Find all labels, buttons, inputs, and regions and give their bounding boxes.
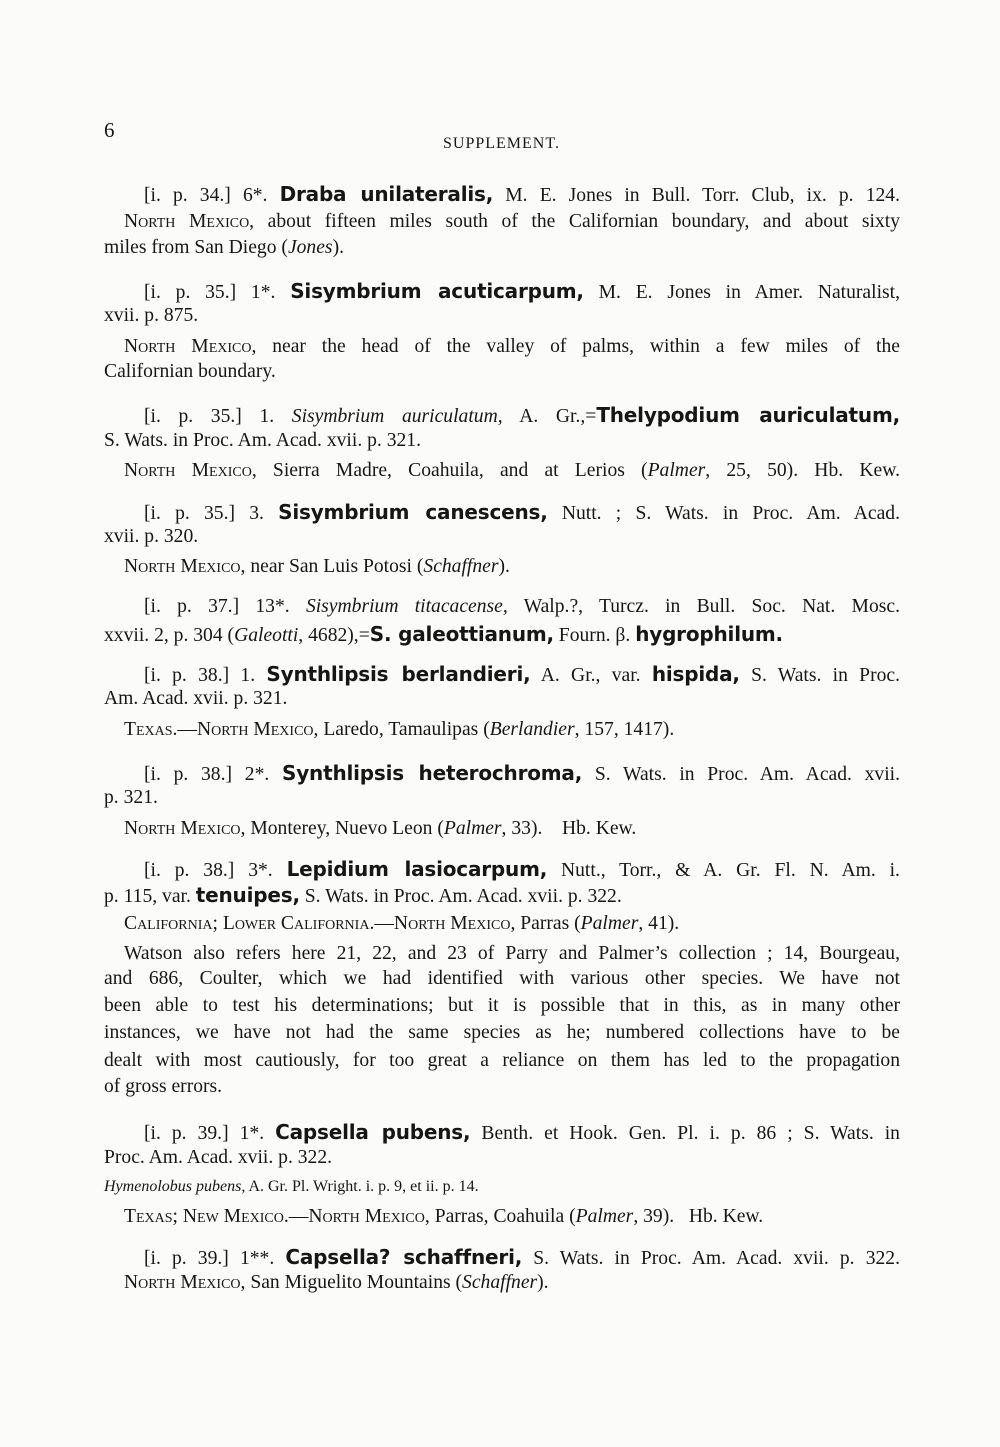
species-name: Sisymbrium canescens, bbox=[278, 500, 548, 524]
entry-auriculatum-line2: S. Wats. in Proc. Am. Acad. xvii. p. 321. bbox=[104, 430, 422, 451]
entry-acuticarpum-line4: Californian boundary. bbox=[104, 361, 276, 382]
variety-name: tenuipes, bbox=[195, 883, 300, 907]
species-name: Thelypodium auriculatum, bbox=[596, 403, 900, 427]
entry-galeottianum-line2: xxvii. 2, p. 304 (Galeotti, 4682),=S. galeottianum, Fourn. β. hygrophilum. bbox=[104, 622, 783, 646]
entry-draba-line1: [i. p. 34.] 6*. Draba unilateralis, M. E. Jones in Bull. Torr. Club, ix. p. 124. bbox=[144, 182, 900, 206]
entry-berlandieri-line1: [i. p. 38.] 1. Synthlipsis berlandieri, A. Gr., var. hispida, S. Wats. in Proc. bbox=[144, 662, 900, 686]
note-line: been able to test his determinations; but it is possible that in this, as in many other bbox=[104, 995, 900, 1016]
entry-schaffneri-line2: North Mexico, San Miguelito Mountains (Schaffner). bbox=[124, 1272, 549, 1293]
entry-pubens-synonym: Hymenolobus pubens, A. Gr. Pl. Wright. i. p. 9, et ii. p. 14. bbox=[104, 1178, 479, 1195]
entry-berlandieri-line2: Am. Acad. xvii. p. 321. bbox=[104, 688, 288, 709]
entry-draba-line3: miles from San Diego (Jones). bbox=[104, 237, 344, 258]
entry-galeottianum-line1: [i. p. 37.] 13*. Sisymbrium titacacense, Walp.?, Turcz. in Bull. Soc. Nat. Mosc. bbox=[144, 596, 900, 617]
entry-acuticarpum-line2: xvii. p. 875. bbox=[104, 305, 199, 326]
entry-lasiocarpum-line2: p. 115, var. tenuipes, S. Wats. in Proc. Am. Acad. xvii. p. 322. bbox=[104, 883, 622, 907]
entry-pubens-line2: Proc. Am. Acad. xvii. p. 322. bbox=[104, 1147, 333, 1168]
note-line: instances, we have not had the same species as he; numbered collections have to be bbox=[104, 1022, 900, 1043]
entry-berlandieri-line3: Texas.—North Mexico, Laredo, Tamaulipas (Berlandier, 157, 1417). bbox=[124, 719, 675, 740]
entry-acuticarpum-line3: North Mexico, near the head of the valley of palms, within a few miles of the bbox=[124, 336, 900, 357]
entry-pubens-line4: Texas; New Mexico.—North Mexico, Parras, Coahuila (Palmer, 39). Hb. Kew. bbox=[124, 1206, 764, 1227]
note-line: and 686, Coulter, which we had identified with various other species. We have not bbox=[104, 968, 900, 989]
entry-schaffneri-line1: [i. p. 39.] 1**. Capsella? schaffneri, S. Wats. in Proc. Am. Acad. xvii. p. 322. bbox=[144, 1245, 900, 1269]
species-name: Lepidium lasiocarpum, bbox=[286, 857, 548, 881]
species-name: Draba unilateralis, bbox=[279, 182, 494, 206]
entry-acuticarpum-line1: [i. p. 35.] 1*. Sisymbrium acuticarpum, M. E. Jones in Amer. Naturalist, bbox=[144, 279, 900, 303]
entry-heterochroma-line3: North Mexico, Monterey, Nuevo Leon (Palmer, 33). Hb. Kew. bbox=[124, 818, 637, 839]
entry-auriculatum-line3: North Mexico, Sierra Madre, Coahuila, and at Lerios (Palmer, 25, 50). Hb. Kew. bbox=[124, 460, 900, 481]
species-name: Synthlipsis heterochroma, bbox=[282, 761, 583, 785]
note-line: dealt with most cautiously, for too great a reliance on them has led to the propagation bbox=[104, 1050, 900, 1071]
entry-heterochroma-line1: [i. p. 38.] 2*. Synthlipsis heterochroma, S. Wats. in Proc. Am. Acad. xvii. bbox=[144, 761, 901, 785]
entry-lasiocarpum-line1: [i. p. 38.] 3*. Lepidium lasiocarpum, Nutt., Torr., & A. Gr. Fl. N. Am. i. bbox=[144, 857, 900, 881]
page-number: 6 bbox=[104, 118, 115, 142]
entry-canescens-line2: xvii. p. 320. bbox=[104, 526, 199, 547]
species-name: S. galeottianum, bbox=[369, 622, 554, 646]
species-name: Capsella? schaffneri, bbox=[285, 1245, 523, 1269]
note-line: of gross errors. bbox=[104, 1076, 223, 1097]
variety-name: hygrophilum. bbox=[635, 622, 783, 646]
entry-canescens-line3: North Mexico, near San Luis Potosi (Schaffner). bbox=[124, 556, 510, 577]
entry-canescens-line1: [i. p. 35.] 3. Sisymbrium canescens, Nutt. ; S. Wats. in Proc. Am. Acad. bbox=[144, 500, 900, 524]
entry-draba-line2: North Mexico, about fifteen miles south of the Californian boundary, and about sixty bbox=[124, 211, 900, 232]
species-name: Synthlipsis berlandieri, bbox=[266, 662, 531, 686]
species-name: Capsella pubens, bbox=[275, 1120, 471, 1144]
entry-auriculatum-line1: [i. p. 35.] 1. Sisymbrium auriculatum, A. Gr.,=Thelypodium auriculatum, bbox=[144, 403, 900, 427]
entry-heterochroma-line2: p. 321. bbox=[104, 787, 158, 808]
variety-name: hispida, bbox=[651, 662, 740, 686]
running-head: SUPPLEMENT. bbox=[443, 135, 560, 152]
note-line: Watson also refers here 21, 22, and 23 of Parry and Palmer’s collection ; 14, Bourgeau, bbox=[124, 943, 900, 964]
species-name: Sisymbrium acuticarpum, bbox=[290, 279, 584, 303]
entry-pubens-line1: [i. p. 39.] 1*. Capsella pubens, Benth. et Hook. Gen. Pl. i. p. 86 ; S. Wats. in bbox=[144, 1120, 900, 1144]
entry-lasiocarpum-line3: California; Lower California.—North Mexico, Parras (Palmer, 41). bbox=[124, 913, 680, 934]
